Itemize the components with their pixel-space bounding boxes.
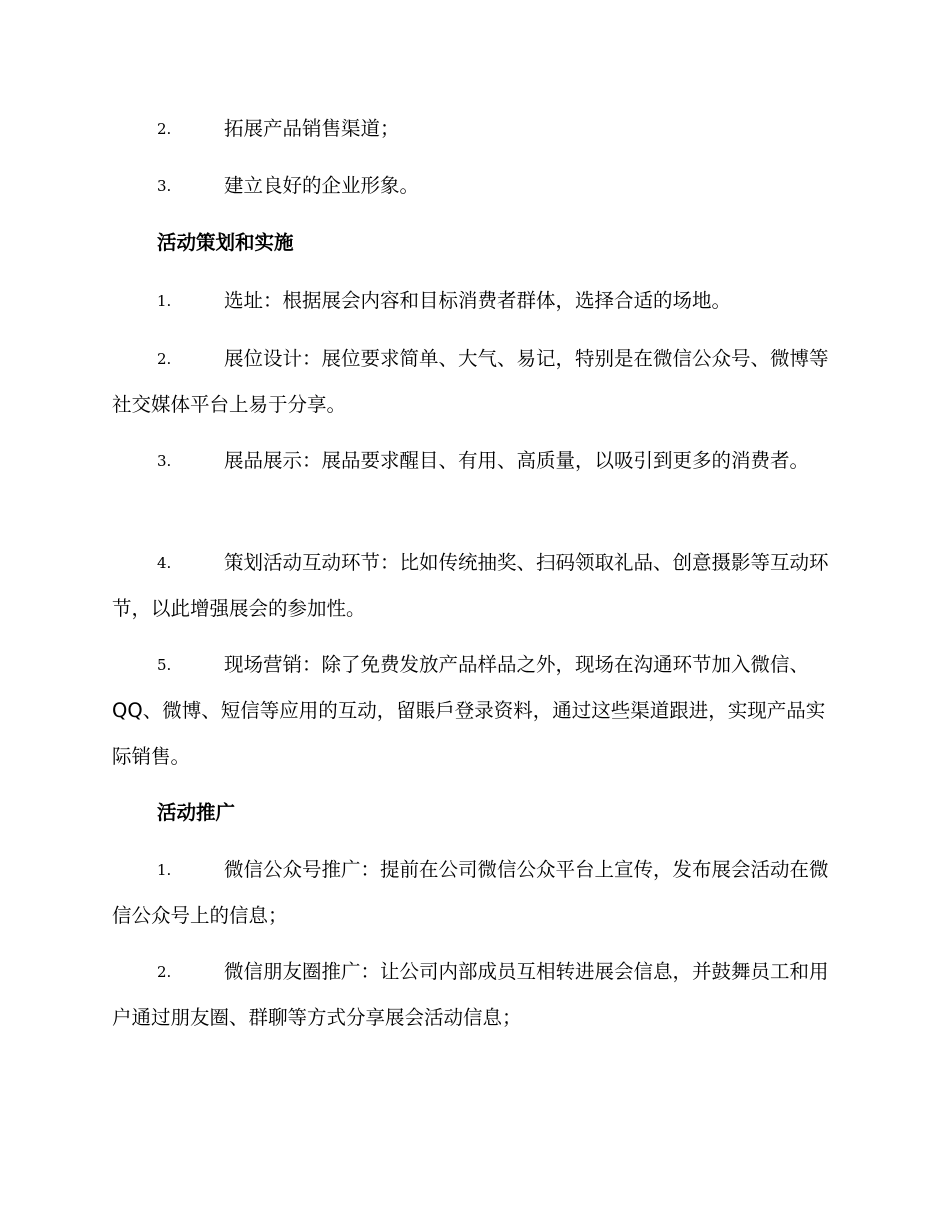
- list-number: 4.: [157, 554, 172, 572]
- list-number: 3.: [157, 452, 172, 470]
- list-item: [112, 847, 837, 939]
- list-item-text: 展品展示：展品要求醒目、有用、高质量，以吸引到更多的消费者。: [224, 449, 810, 472]
- list-item: [112, 949, 837, 1041]
- list-number: 2.: [157, 120, 172, 138]
- list-number: 1.: [157, 292, 172, 310]
- list-item: [112, 540, 837, 632]
- list-item: [112, 336, 837, 428]
- list-number: 2.: [157, 350, 172, 368]
- list-item: [112, 106, 837, 152]
- list-number: 5.: [157, 656, 172, 674]
- list-item: [112, 278, 837, 324]
- list-item-text: 建立良好的企业形象。: [224, 174, 420, 197]
- list-item: [112, 642, 837, 780]
- list-item-text: 选址：根据展会内容和目标消费者群体，选择合适的场地。: [224, 289, 732, 312]
- list-item-text: 展位设计：展位要求简单、大气、易记，特别是在微信公众号、微博等社交媒体平台上易于分享。: [112, 347, 829, 416]
- list-item-text: 现场营销：除了免费发放产品样品之外，现场在沟通环节加入微信、QQ、微博、短信等应用的互动，留賬戶登录资料，通过这些渠道跟进，实现产品实际销售。: [112, 653, 826, 768]
- list-item-text: 拓展产品销售渠道；: [224, 117, 400, 140]
- section-heading: 活动推广: [157, 801, 236, 824]
- list-item: [112, 438, 837, 484]
- list-item-text: 微信朋友圈推广：让公司内部成员互相转进展会信息，并鼓舞员工和用户通过朋友圈、群聊等方式分享展会活动信息；: [112, 960, 829, 1029]
- list-item-text: 微信公众号推广：提前在公司微信公众平台上宣传，发布展会活动在微信公众号上的信息；: [112, 858, 829, 927]
- list-item: [112, 163, 837, 209]
- list-number: 1.: [157, 861, 172, 879]
- list-number: 2.: [157, 963, 172, 981]
- section-heading: 活动策划和实施: [157, 231, 294, 254]
- list-item-text: 策划活动互动环节：比如传统抽奖、扫码领取礼品、创意摄影等互动环节，以此增强展会的参加性。: [112, 551, 829, 620]
- list-number: 3.: [157, 177, 172, 195]
